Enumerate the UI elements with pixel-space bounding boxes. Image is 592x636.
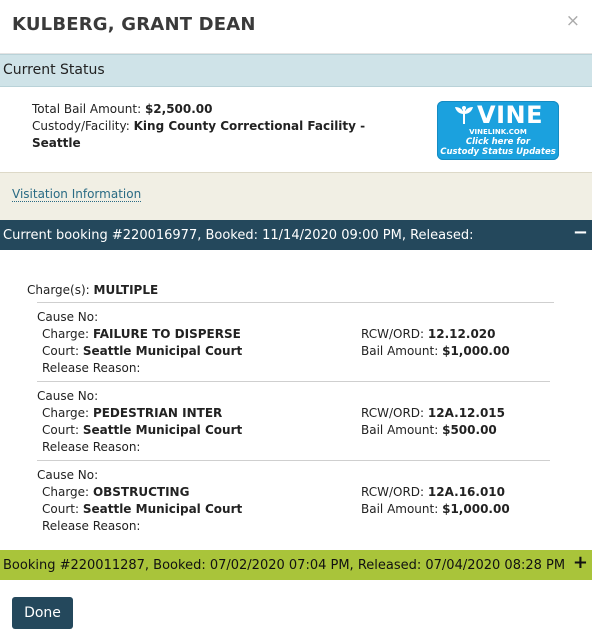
rcw-value: 12.12.020 (427, 327, 496, 341)
vine-cta (437, 137, 559, 157)
charge-1-bail (361, 343, 510, 360)
vine-cta-line2: Custody Status Updates (440, 147, 556, 157)
charge-2-release (42, 439, 140, 456)
charge-3-release (42, 518, 140, 535)
charge-1-rcw (361, 326, 496, 343)
charge-1-release (42, 360, 140, 377)
bail-value: $1,000.00 (442, 502, 510, 516)
vine-logo-text: VINE (477, 101, 543, 129)
cause-label: Cause No: (37, 468, 99, 482)
charge-divider (37, 302, 554, 303)
bail-value: $1,000.00 (442, 344, 510, 358)
rcw-label: RCW/ORD: (361, 485, 425, 499)
release-label: Release Reason: (42, 440, 141, 454)
custody-value-cont: Seattle (32, 136, 81, 150)
charge-value: OBSTRUCTING (92, 485, 190, 499)
current-booking-header[interactable] (0, 220, 592, 250)
court-value: Seattle Municipal Court (82, 502, 243, 516)
vine-custody-updates-button[interactable] (437, 101, 559, 160)
court-label: Court: (42, 423, 80, 437)
done-button[interactable]: Done (12, 597, 73, 629)
charge-3-court (42, 501, 242, 518)
bail-label: Bail Amount: (361, 502, 439, 516)
rcw-label: RCW/ORD: (361, 327, 425, 341)
court-value: Seattle Municipal Court (82, 344, 243, 358)
court-label: Court: (42, 502, 80, 516)
charge-3-cause (37, 467, 98, 484)
vine-site: VINELINK.COM (469, 128, 527, 136)
charge-divider (37, 381, 550, 382)
total-bail-value: $2,500.00 (144, 102, 213, 116)
charge-2-charge (42, 405, 222, 422)
collapse-icon[interactable]: − (572, 222, 588, 243)
rcw-label: RCW/ORD: (361, 406, 425, 420)
charge-label: Charge: (42, 327, 90, 341)
charge-value: FAILURE TO DISPERSE (92, 327, 241, 341)
bail-label: Bail Amount: (361, 344, 439, 358)
charge-3-charge (42, 484, 189, 501)
vine-leaf-icon (453, 105, 475, 125)
charge-1-court (42, 343, 242, 360)
current-booking-label: Current booking #220016977, Booked: 11/14/2020 09:00 PM, Released: (3, 228, 474, 243)
rcw-value: 12A.16.010 (427, 485, 505, 499)
court-label: Court: (42, 344, 80, 358)
charge-3-rcw (361, 484, 505, 501)
total-bail-row (32, 101, 213, 118)
custody-row-cont (32, 135, 81, 152)
total-bail-label: Total Bail Amount: (32, 102, 142, 116)
visitation-information-link[interactable]: Visitation Information (12, 187, 142, 201)
charge-1-charge (42, 326, 241, 343)
vine-logo (437, 101, 559, 129)
charge-value: PEDESTRIAN INTER (92, 406, 223, 420)
charge-2-rcw (361, 405, 505, 422)
charge-label: Charge: (42, 406, 90, 420)
custody-row (32, 118, 365, 135)
charge-1-cause (37, 309, 98, 326)
charges-label: Charge(s): (27, 283, 90, 297)
release-label: Release Reason: (42, 519, 141, 533)
court-value: Seattle Municipal Court (82, 423, 243, 437)
close-icon[interactable]: × (565, 11, 580, 31)
cause-label: Cause No: (37, 389, 99, 403)
charge-2-bail (361, 422, 497, 439)
previous-booking-header[interactable] (0, 550, 592, 580)
current-status-header (0, 54, 592, 87)
charge-3-bail (361, 501, 510, 518)
charge-label: Charge: (42, 485, 90, 499)
bail-value: $500.00 (442, 423, 497, 437)
charge-2-cause (37, 388, 98, 405)
custody-value: King County Correctional Facility - (133, 119, 366, 133)
charge-divider (37, 460, 550, 461)
release-label: Release Reason: (42, 361, 141, 375)
vine-cta-line1: Click here for (465, 137, 531, 147)
charge-2-court (42, 422, 242, 439)
expand-icon[interactable]: + (572, 552, 588, 573)
inmate-name-title: KULBERG, GRANT DEAN (12, 14, 256, 35)
custody-label: Custody/Facility: (32, 119, 130, 133)
bail-label: Bail Amount: (361, 423, 439, 437)
rcw-value: 12A.12.015 (427, 406, 505, 420)
cause-label: Cause No: (37, 310, 99, 324)
charges-summary (27, 283, 158, 297)
current-status-title: Current Status (3, 62, 105, 78)
previous-booking-label: Booking #220011287, Booked: 07/02/2020 07:04 PM, Released: 07/04/2020 08:28 PM (3, 558, 566, 573)
charges-value: MULTIPLE (93, 283, 159, 297)
